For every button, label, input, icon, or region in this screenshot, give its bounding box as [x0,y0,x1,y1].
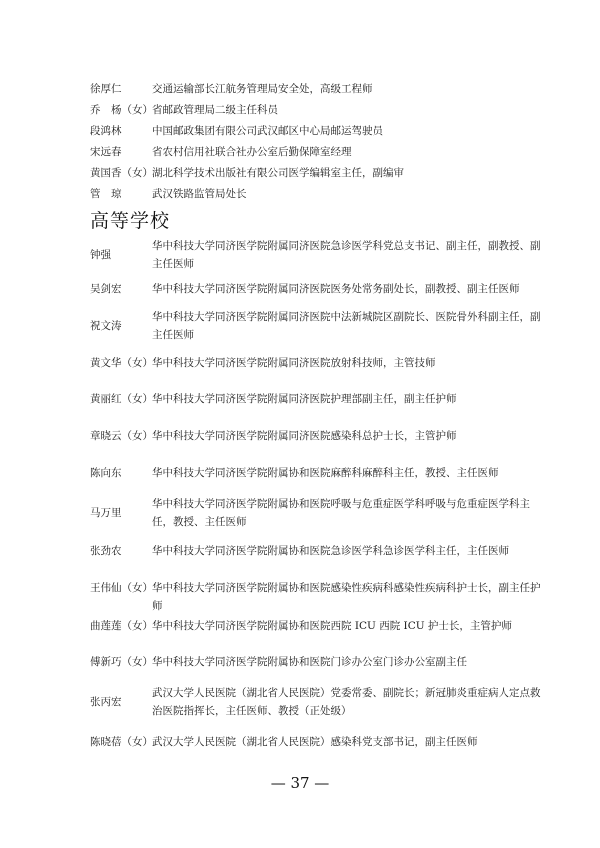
person-name: 马万里 [90,507,122,519]
person-position: 华中科技大学同济医学院附属协和医院感染性疾病科感染性疾病科护士长，副主任护师 [152,582,541,612]
section-title: 高等学校 [90,210,171,232]
person-name: 段鸿林 [90,125,122,137]
person-position: 华中科技大学同济医学院附属同济医院急诊医学科党总支书记、副主任，副教授、副主任医师 [152,240,541,270]
person-position: 华中科技大学同济医学院附属协和医院西院 ICU 西院 ICU 护士长，主管护师 [152,620,512,632]
person-name: 徐厚仁 [90,83,122,95]
person-name: 祝文涛 [90,320,122,332]
person-name: 章晓云（女） [90,430,153,442]
person-position: 华中科技大学同济医学院附属协和医院呼吸与危重症医学科呼吸与危重症医学科主任，教授、主任医师 [152,498,530,528]
person-position: 武汉铁路监管局处长 [152,188,247,200]
person-name: 张丙宏 [90,696,122,708]
person-name: 钟强 [90,249,111,261]
person-position: 华中科技大学同济医学院附属同济医院感染科总护士长，主管护师 [152,430,457,442]
person-position: 华中科技大学同济医学院附属同济医院护理部副主任，副主任护师 [152,393,457,405]
person-name: 王伟仙（女） [90,582,153,594]
person-position: 交通运输部长江航务管理局安全处，高级工程师 [152,83,373,95]
person-name: 傅新巧（女） [90,656,153,668]
page-number: — 37 — [270,774,330,792]
person-position: 华中科技大学同济医学院附属协和医院急诊医学科急诊医学科主任，主任医师 [152,545,509,557]
person-position: 省农村信用社联合社办公室后勤保障室经理 [152,146,352,158]
person-name: 乔 杨（女） [90,104,153,116]
person-position: 华中科技大学同济医学院附属协和医院门诊办公室门诊办公室副主任 [152,656,467,668]
person-name: 张劲农 [90,545,122,557]
person-name: 陈向东 [90,467,122,479]
person-position: 华中科技大学同济医学院附属同济医院放射科技师，主管技师 [152,357,436,369]
person-name: 宋远春 [90,146,122,158]
person-position: 华中科技大学同济医学院附属同济医院中法新城院区副院长、医院骨外科副主任，副主任医师 [152,311,541,341]
person-position: 省邮政管理局二级主任科员 [152,104,278,116]
person-name: 陈晓蓓（女） [90,736,153,748]
person-name: 黄国香（女） [90,167,153,179]
person-position: 华中科技大学同济医学院附属协和医院麻醉科麻醉科主任，教授、主任医师 [152,467,499,479]
person-position: 华中科技大学同济医学院附属同济医院医务处常务副处长，副教授、副主任医师 [152,283,520,295]
person-name: 管 琼 [90,188,122,200]
person-position: 武汉大学人民医院（湖北省人民医院）党委常委、副院长；新冠肺炎重症病人定点救治医院指挥长，主任医师、教授（正处级） [152,687,541,717]
person-name: 曲莲莲（女） [90,620,153,632]
person-name: 黄文华（女） [90,357,153,369]
person-name: 吴剑宏 [90,283,122,295]
person-position: 中国邮政集团有限公司武汉邮区中心局邮运驾驶员 [152,125,383,137]
person-position: 武汉大学人民医院（湖北省人民医院）感染科党支部书记，副主任医师 [152,736,478,748]
person-position: 湖北科学技术出版社有限公司医学编辑室主任，副编审 [152,167,404,179]
person-name: 黄丽红（女） [90,393,153,405]
